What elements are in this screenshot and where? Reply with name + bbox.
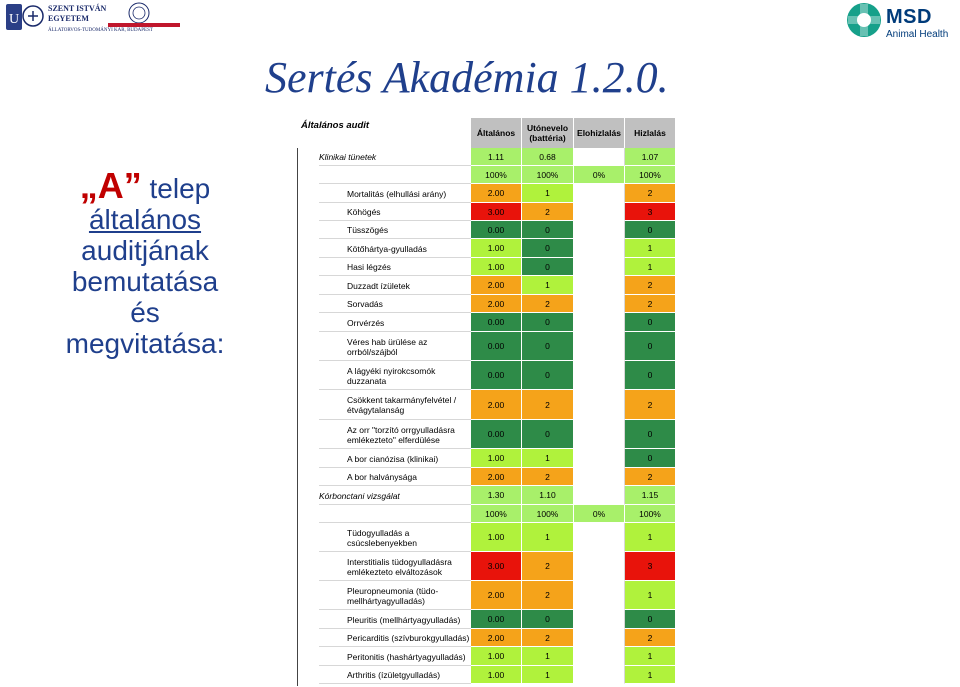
row-label: A bor halványsága	[347, 472, 417, 482]
score-cell: 0	[522, 258, 574, 276]
logo-text-line1: SZENT ISTVÁN	[48, 4, 107, 13]
score-cell: 1.00	[471, 239, 522, 258]
score-cell	[574, 581, 625, 610]
intro-line-4: bemutatása	[71, 266, 219, 297]
row-label: Sorvadás	[347, 299, 383, 309]
score-cell: 0.00	[471, 610, 522, 629]
score-cell	[574, 552, 625, 581]
row-label: Interstitialis tüdogyulladásra emlékezteto elváltozások	[347, 557, 452, 577]
row-label: Az orr "torzító orrgyulladásra emlékezteto" elferdülése	[347, 425, 455, 445]
score-cell: 2	[625, 276, 676, 295]
table-row	[297, 361, 677, 390]
table-row	[297, 276, 677, 295]
table-row	[297, 148, 677, 166]
msd-brand-text: MSD	[886, 6, 932, 28]
score-cell	[574, 148, 625, 166]
row-label: Kórbonctani vizsgálat	[319, 491, 400, 501]
row-label: A lágyéki nyirokcsomók duzzanata	[347, 366, 436, 386]
score-cell: 1.10	[522, 486, 574, 505]
score-cell	[574, 332, 625, 361]
score-cell: 0	[625, 361, 676, 390]
score-cell: 100%	[471, 166, 522, 184]
score-cell: 0	[625, 420, 676, 449]
score-cell: 0.00	[471, 313, 522, 332]
score-cell: 0	[625, 221, 676, 239]
msd-emblem-icon	[846, 2, 882, 38]
score-cell: 3	[625, 552, 676, 581]
score-cell: 0%	[574, 505, 625, 523]
score-cell: 1.11	[471, 148, 522, 166]
score-cell: 0	[625, 313, 676, 332]
score-cell: 1.00	[471, 449, 522, 468]
intro-line-1	[25, 165, 265, 206]
row-label: Klinikai tünetek	[319, 152, 377, 162]
score-cell: 3.00	[471, 552, 522, 581]
score-cell: 2	[522, 295, 574, 313]
score-cell	[574, 610, 625, 629]
table-row	[297, 390, 677, 420]
score-cell	[574, 390, 625, 420]
score-cell: 2.00	[471, 390, 522, 420]
score-cell: 2	[625, 390, 676, 420]
score-cell: 1.00	[471, 258, 522, 276]
table-row	[297, 610, 677, 629]
score-cell: 100%	[522, 166, 574, 184]
score-cell: 100%	[522, 505, 574, 523]
score-cell	[574, 184, 625, 203]
msd-logo	[846, 2, 958, 42]
score-cell	[574, 629, 625, 647]
table-row	[297, 449, 677, 468]
score-cell: 2.00	[471, 629, 522, 647]
table-row	[297, 629, 677, 647]
row-label: A bor cianózisa (klinikai)	[347, 454, 439, 464]
university-crest-icon	[4, 2, 44, 32]
score-cell: 1.07	[625, 148, 676, 166]
score-cell: 2	[625, 629, 676, 647]
table-row	[297, 581, 677, 610]
score-cell: 0%	[574, 166, 625, 184]
score-cell: 0.68	[522, 148, 574, 166]
table-row	[297, 666, 677, 684]
score-cell: 1.00	[471, 523, 522, 552]
row-label: Pleuropneumonia (tüdo-mellhártyagyulladás)	[347, 586, 439, 606]
score-cell: 2.00	[471, 468, 522, 486]
score-cell: 0	[522, 332, 574, 361]
score-cell	[574, 239, 625, 258]
score-cell	[574, 295, 625, 313]
header-hizlalas: Hizlalás	[625, 118, 676, 148]
table-row	[297, 313, 677, 332]
score-cell: 0.00	[471, 420, 522, 449]
score-cell	[574, 647, 625, 666]
table-title: Általános audit	[301, 120, 370, 131]
row-label: Pericarditis (szívburokgyulladás)	[347, 633, 470, 643]
table-row	[297, 523, 677, 552]
score-cell: 1	[625, 581, 676, 610]
row-label: Mortalitás (elhullási arány)	[347, 189, 447, 199]
score-cell: 1	[522, 647, 574, 666]
score-cell: 2	[625, 295, 676, 313]
score-cell: 1	[625, 647, 676, 666]
row-label: Csökkent takarmányfelvétel / étvágytalanság	[347, 395, 457, 415]
row-label: Arthritis (ízületgyulladás)	[347, 670, 441, 680]
score-cell	[574, 468, 625, 486]
score-cell: 2	[625, 184, 676, 203]
score-cell	[574, 221, 625, 239]
row-label: Pleuritis (mellhártyagyulladás)	[347, 615, 461, 625]
score-cell: 0	[522, 239, 574, 258]
score-cell	[574, 361, 625, 390]
score-cell: 100%	[625, 166, 676, 184]
intro-line-5: és	[130, 297, 160, 328]
score-cell: 0.00	[471, 361, 522, 390]
row-divider	[319, 683, 471, 684]
score-cell: 0	[522, 361, 574, 390]
score-cell: 1.15	[625, 486, 676, 505]
intro-text	[25, 165, 265, 359]
score-cell: 2.00	[471, 276, 522, 295]
score-cell: 3.00	[471, 203, 522, 221]
header-elohizlalas: Elohizlalás	[574, 118, 625, 148]
score-cell: 0.00	[471, 221, 522, 239]
table-row	[297, 258, 677, 276]
table-row	[297, 486, 677, 505]
msd-subtitle: Animal Health	[886, 29, 949, 40]
header-altalanos: Általános	[471, 118, 522, 148]
row-label: Hasi légzés	[347, 262, 391, 272]
row-label: Duzzadt ízületek	[347, 281, 410, 291]
score-cell: 2.00	[471, 295, 522, 313]
score-cell: 1	[522, 184, 574, 203]
score-cell: 1.00	[471, 647, 522, 666]
table-row	[297, 647, 677, 666]
score-cell: 2.00	[471, 184, 522, 203]
score-cell: 0	[522, 221, 574, 239]
score-cell: 1	[522, 449, 574, 468]
score-cell: 2	[522, 468, 574, 486]
row-label: Tüdogyulladás a csúcslebenyekben	[347, 528, 417, 548]
score-cell	[574, 523, 625, 552]
table-row	[297, 221, 677, 239]
score-cell: 0	[522, 610, 574, 629]
score-cell	[574, 420, 625, 449]
score-cell: 1.00	[471, 666, 522, 684]
score-cell	[574, 313, 625, 332]
score-cell: 0	[625, 449, 676, 468]
row-label: Kötőhártya-gyulladás	[347, 244, 427, 254]
table-row	[297, 184, 677, 203]
logo-text-line2: EGYETEM	[48, 14, 89, 23]
table-row	[297, 203, 677, 221]
score-cell	[574, 666, 625, 684]
intro-line-2: általános	[88, 204, 202, 235]
score-cell: 2	[522, 629, 574, 647]
score-cell	[574, 486, 625, 505]
score-cell: 1	[522, 276, 574, 295]
score-cell: 0	[625, 610, 676, 629]
score-cell: 2	[625, 468, 676, 486]
score-cell: 2	[522, 203, 574, 221]
intro-line-1-rest: telep	[149, 173, 211, 204]
score-cell: 1	[625, 523, 676, 552]
score-cell: 1	[625, 258, 676, 276]
score-cell: 100%	[471, 505, 522, 523]
table-row	[297, 468, 677, 486]
intro-line-3: auditjának	[81, 235, 209, 266]
header-utonevelo: Utónevelo (battéria)	[522, 118, 574, 148]
row-label: Véres hab ürülése az orrból/szájból	[347, 337, 428, 357]
row-label: Orrvérzés	[347, 318, 385, 328]
score-cell: 1	[522, 523, 574, 552]
table-row	[297, 166, 677, 184]
score-cell	[574, 258, 625, 276]
row-label: Köhögés	[347, 207, 381, 217]
table-row	[297, 332, 677, 361]
table-row	[297, 505, 677, 523]
score-cell: 100%	[625, 505, 676, 523]
score-cell: 1	[625, 239, 676, 258]
score-cell	[574, 449, 625, 468]
row-label: Peritonitis (hashártyagyulladás)	[347, 652, 466, 662]
quote-a: „A	[79, 165, 124, 206]
score-cell: 0	[522, 420, 574, 449]
score-cell: 2.00	[471, 581, 522, 610]
slide-title: Sertés Akadémia 1.2.0.	[265, 53, 669, 102]
audit-table	[297, 118, 677, 686]
score-cell: 2	[522, 390, 574, 420]
score-cell: 0	[522, 313, 574, 332]
score-cell	[574, 276, 625, 295]
table-row	[297, 552, 677, 581]
table-row	[297, 295, 677, 313]
score-cell: 3	[625, 203, 676, 221]
logo-red-bar	[108, 23, 180, 27]
score-cell: 2	[522, 552, 574, 581]
szie-logo	[4, 2, 182, 36]
table-row	[297, 420, 677, 449]
faculty-seal-icon	[128, 2, 150, 24]
score-cell: 1	[625, 666, 676, 684]
score-cell: 1	[522, 666, 574, 684]
table-row	[297, 239, 677, 258]
score-cell	[574, 203, 625, 221]
score-cell: 0	[625, 332, 676, 361]
score-cell: 0.00	[471, 332, 522, 361]
svg-text:U: U	[8, 12, 20, 27]
score-cell: 1.30	[471, 486, 522, 505]
quote-close: ”	[123, 165, 142, 206]
row-label: Tüsszögés	[347, 225, 389, 235]
score-cell: 2	[522, 581, 574, 610]
intro-line-6: megvitatása:	[65, 328, 225, 359]
logo-subtitle: ÁLLATORVOS-TUDOMÁNYI KAR, BUDAPEST	[48, 28, 153, 33]
